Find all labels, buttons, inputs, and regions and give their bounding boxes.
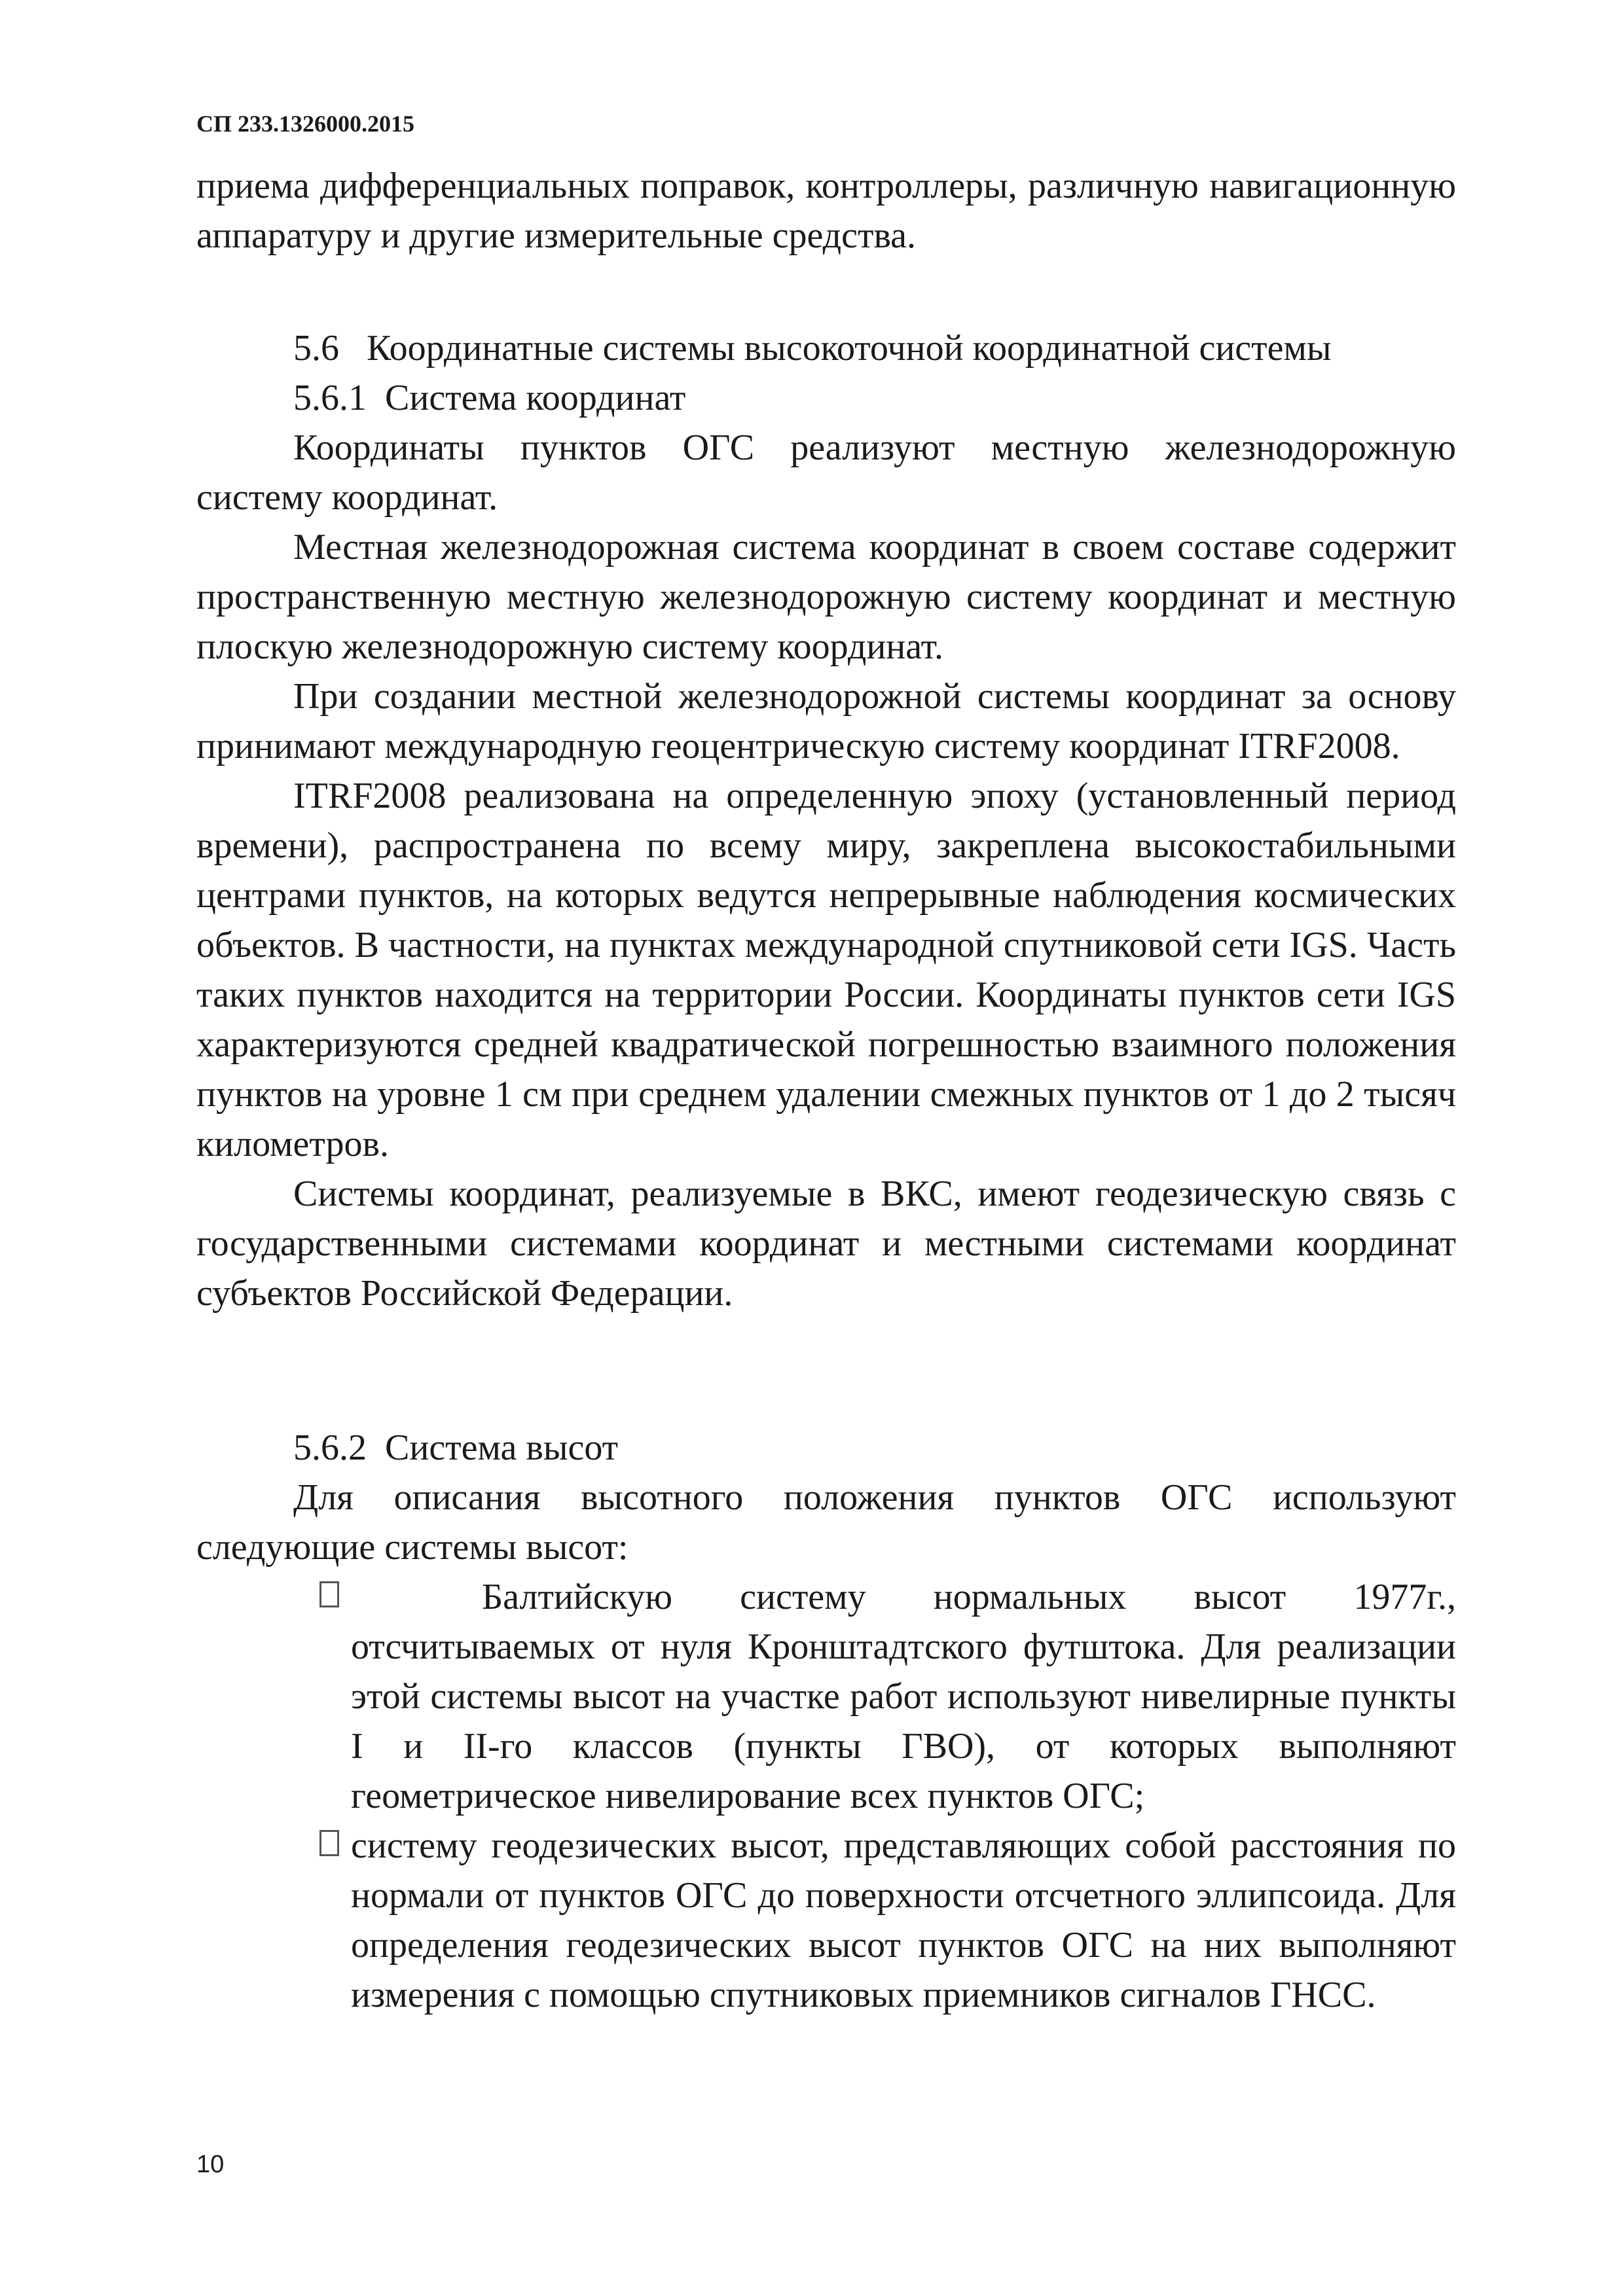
- continuation-paragraph: приема дифференциальных поправок, контроллеры, различную навигационную аппаратуру и другие измерительные средства.: [196, 166, 1456, 256]
- paragraph-vks-systems: Системы координат, реализуемые в ВКС, имеют геодезическую связь с государственными системами координат и местными системами координат субъектов Российской Федерации.: [196, 1174, 1456, 1314]
- spacer: [196, 260, 1456, 323]
- document-body: [196, 161, 1456, 2020]
- section-heading-5-6-2: 5.6.2 Система высот: [293, 1427, 619, 1468]
- document-code-header: СП 233.1326000.2015: [196, 111, 414, 137]
- section-heading-5-6-1: 5.6.1 Система координат: [293, 378, 686, 418]
- spacer: [196, 1318, 1456, 1423]
- bullet-box-icon: [319, 1581, 339, 1607]
- paragraph-itrf2008-basis: При создании местной железнодорожной системы координат за основу принимают международную геоцентрическую систему координат ITRF2008.: [196, 676, 1456, 766]
- paragraph-height-systems-intro: Для описания высотного положения пунктов ОГС используют следующие системы высот:: [196, 1477, 1456, 1568]
- list-item: [196, 1821, 1456, 2020]
- paragraph-local-railway-system: Местная железнодорожная система координат в своем составе содержит пространственную местную железнодорожную систему координат и местную плоскую железнодорожную систему координат.: [196, 527, 1456, 667]
- paragraph-coordinates-ogs: Координаты пунктов ОГС реализуют местную железнодорожную систему координат.: [196, 427, 1456, 518]
- list-item-text: систему геодезических высот, представляющих собой расстояния по нормали от пунктов ОГС до поверхности отсчетного эллипсоида. Для определения геодезических высот пунктов ОГС на них выполняют измерения с помощью спутниковых приемников сигналов ГНСС.: [351, 1825, 1456, 2015]
- section-heading-5-6: 5.6 Координатные системы высокоточной координатной системы: [293, 328, 1332, 368]
- page-number: 10: [196, 2151, 225, 2178]
- height-systems-list: [196, 1572, 1456, 2020]
- bullet-box-icon: [319, 1830, 339, 1856]
- list-item-text: Балтийскую систему нормальных высот 1977г., отсчитываемых от нуля Кронштадтского футштока. Для реализации этой системы высот на участке работ используют нивелирные пункты I и II-го классов (пункты ГВО), от которых выполняют геометрическое нивелирование всех пунктов ОГС;: [351, 1577, 1456, 1816]
- list-item: [196, 1572, 1456, 1821]
- paragraph-itrf2008-details: ITRF2008 реализована на определенную эпоху (установленный период времени), распространена по всему миру, закреплена высокостабильными центрами пунктов, на которых ведутся непрерывные наблюдения космических объектов. В частности, на пунктах международной спутниковой сети IGS. Часть таких пунктов находится на территории России. Координаты пунктов сети IGS характеризуются средней квадратической погрешностью взаимного положения пунктов на уровне 1 см при среднем удалении смежных пунктов от 1 до 2 тысяч километров.: [196, 776, 1456, 1164]
